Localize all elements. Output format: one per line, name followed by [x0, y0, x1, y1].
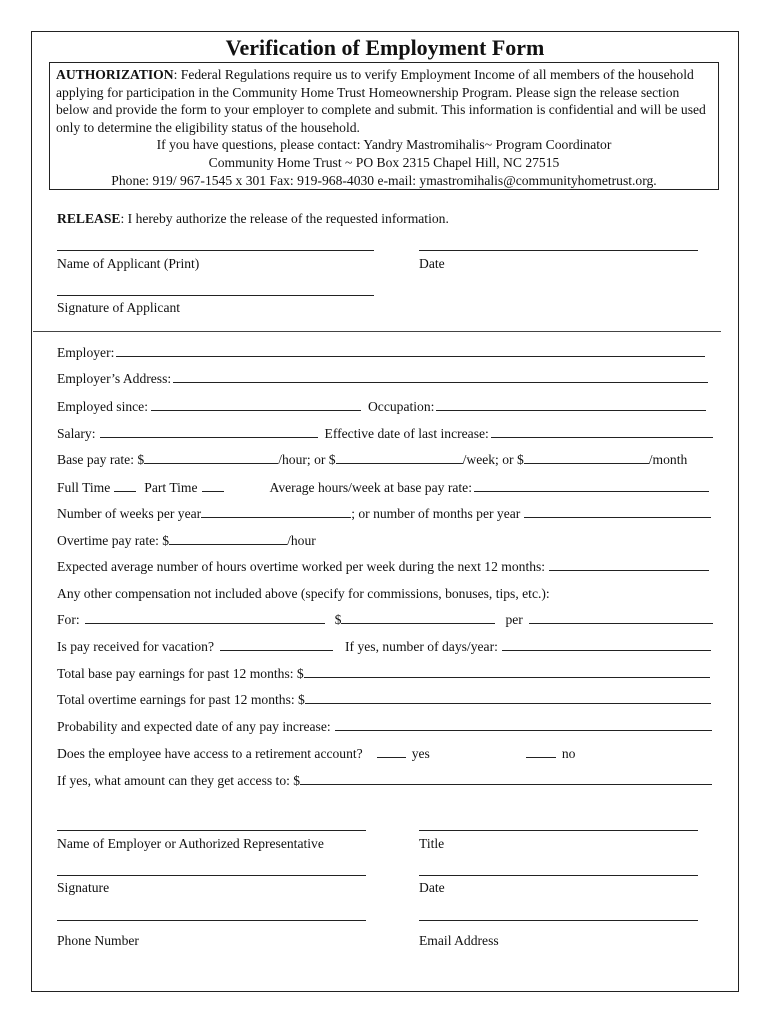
for-row [57, 612, 713, 628]
overtime-rate-label: Overtime pay rate: $ [57, 533, 170, 548]
employer-row [57, 345, 705, 361]
release-label: RELEASE [57, 211, 121, 226]
days-per-year-field[interactable] [502, 639, 711, 651]
retirement-no-label: no [561, 746, 576, 761]
employer-phone-label: Phone Number [57, 933, 139, 948]
applicant-date-field[interactable] [419, 250, 698, 251]
base-pay-month-field[interactable] [524, 452, 649, 464]
months-per-year-field[interactable] [524, 506, 711, 518]
form-title: Verification of Employment Form [225, 35, 545, 60]
employed-since-label: Employed since: [57, 399, 148, 414]
retirement-row [57, 746, 714, 762]
employer-signature-field[interactable] [57, 875, 366, 876]
base-pay-week-field[interactable] [336, 452, 463, 464]
employer-date-field[interactable] [419, 875, 698, 876]
authorization-label: AUTHORIZATION [56, 67, 174, 82]
employment-type-row [57, 480, 709, 496]
retirement-amount-field[interactable] [300, 773, 712, 785]
full-time-label: Full Time [57, 480, 111, 495]
part-time-field[interactable] [202, 480, 224, 492]
expected-overtime-row [57, 559, 709, 575]
vacation-row [57, 639, 711, 655]
section-divider [33, 331, 721, 332]
full-time-field[interactable] [114, 480, 136, 492]
release-statement [57, 211, 449, 227]
per-week-or-label: /week; or $ [462, 452, 524, 467]
retirement-no-field[interactable] [526, 746, 556, 758]
for-label: For: [57, 612, 80, 627]
retirement-yes-field[interactable] [377, 746, 406, 758]
employer-label: Employer: [57, 345, 115, 360]
release-text: : I hereby authorize the release of the requested information. [120, 211, 449, 226]
expected-overtime-field[interactable] [549, 559, 709, 571]
retirement-label: Does the employee have access to a retirement account? [57, 746, 363, 761]
employer-email-field[interactable] [419, 920, 698, 921]
other-comp-row [57, 586, 714, 602]
salary-field[interactable] [100, 426, 318, 438]
applicant-signature-label: Signature of Applicant [57, 300, 181, 315]
overtime-rate-field[interactable] [169, 533, 287, 545]
employed-since-row [57, 399, 706, 415]
expected-overtime-label: Expected average number of hours overtime worked per week during the next 12 months: [57, 559, 546, 574]
per-hour-or-label: /hour; or $ [278, 452, 336, 467]
authorization-paragraph [56, 66, 712, 136]
effective-date-label: Effective date of last increase: [324, 426, 489, 441]
avg-hours-field[interactable] [474, 480, 709, 492]
vacation-label: Is pay received for vacation? [57, 639, 214, 654]
per-month-label: /month [648, 452, 688, 467]
overtime-per-hour-label: /hour [287, 533, 316, 548]
dollar-label: $ [334, 612, 342, 627]
comp-amount-field[interactable] [341, 612, 495, 624]
weeks-per-year-field[interactable] [201, 506, 351, 518]
for-field[interactable] [85, 612, 325, 624]
base-pay-hour-field[interactable] [144, 452, 278, 464]
vacation-field[interactable] [220, 639, 333, 651]
applicant-name-field[interactable] [57, 250, 374, 251]
employer-email-label: Email Address [419, 933, 499, 948]
employer-address-label: Employer’s Address: [57, 371, 172, 386]
other-comp-label: Any other compensation not included above (specify for commissions, bonuses, tips, etc.): [57, 586, 550, 601]
employer-title-field[interactable] [419, 830, 698, 831]
total-base-label: Total base pay earnings for past 12 months: $ [57, 666, 304, 681]
total-overtime-label: Total overtime earnings for past 12 months: $ [57, 692, 305, 707]
employer-signature-label: Signature [57, 880, 110, 895]
total-base-field[interactable] [304, 666, 710, 678]
contact-line: If you have questions, please contact: Yandry Mastromihalis~ Program Coordinator [156, 137, 612, 153]
avg-hours-label: Average hours/week at base pay rate: [269, 480, 472, 495]
applicant-date-label: Date [419, 256, 445, 271]
total-overtime-row [57, 692, 711, 708]
weeks-row [57, 506, 711, 522]
occupation-label: Occupation: [367, 399, 435, 414]
per-label: per [505, 612, 523, 627]
total-overtime-field[interactable] [305, 692, 711, 704]
employer-name-field[interactable] [57, 830, 366, 831]
probability-label: Probability and expected date of any pay increase: [57, 719, 331, 734]
employer-address-field[interactable] [173, 371, 708, 383]
part-time-label: Part Time [144, 480, 198, 495]
overtime-rate-row [57, 533, 714, 549]
employer-title-label: Title [419, 836, 445, 851]
base-pay-label: Base pay rate: $ [57, 452, 145, 467]
employer-field[interactable] [116, 345, 705, 357]
employer-phone-field[interactable] [57, 920, 366, 921]
total-base-row [57, 666, 710, 682]
retirement-amount-row [57, 773, 712, 789]
probability-field[interactable] [335, 719, 712, 731]
applicant-name-label: Name of Applicant (Print) [57, 256, 200, 271]
employer-address-row [57, 371, 708, 387]
salary-row [57, 426, 713, 442]
authorization-box [49, 62, 719, 190]
applicant-signature-field[interactable] [57, 295, 374, 296]
phone-line: Phone: 919/ 967-1545 x 301 Fax: 919-968-4030 e-mail: ymastromihalis@communityhometrust.org. [111, 172, 657, 188]
retirement-amount-label: If yes, what amount can they get access to: $ [57, 773, 301, 788]
employer-date-label: Date [419, 880, 445, 895]
comp-per-field[interactable] [529, 612, 713, 624]
months-per-year-label: ; or number of months per year [351, 506, 521, 521]
authorization-text: : Federal Regulations require us to verify Employment Income of all members of the household applying for participation in the Community Home Trust Homeownership Program. Please sign the release section below and provide the form to your employer to complete and submit. This information is confidential and will be used only to determine the eligibility status of the household. [56, 67, 706, 135]
probability-row [57, 719, 712, 735]
retirement-yes-label: yes [411, 746, 430, 761]
days-per-year-label: If yes, number of days/year: [345, 639, 498, 654]
base-pay-row [57, 452, 714, 468]
employer-name-label: Name of Employer or Authorized Representative [57, 836, 324, 851]
effective-date-field[interactable] [491, 426, 713, 438]
salary-label: Salary: [57, 426, 96, 441]
address-line: Community Home Trust ~ PO Box 2315 Chapel Hill, NC 27515 [208, 154, 560, 170]
employed-since-field[interactable] [151, 399, 361, 411]
weeks-per-year-label: Number of weeks per year [57, 506, 202, 521]
occupation-field[interactable] [436, 399, 706, 411]
